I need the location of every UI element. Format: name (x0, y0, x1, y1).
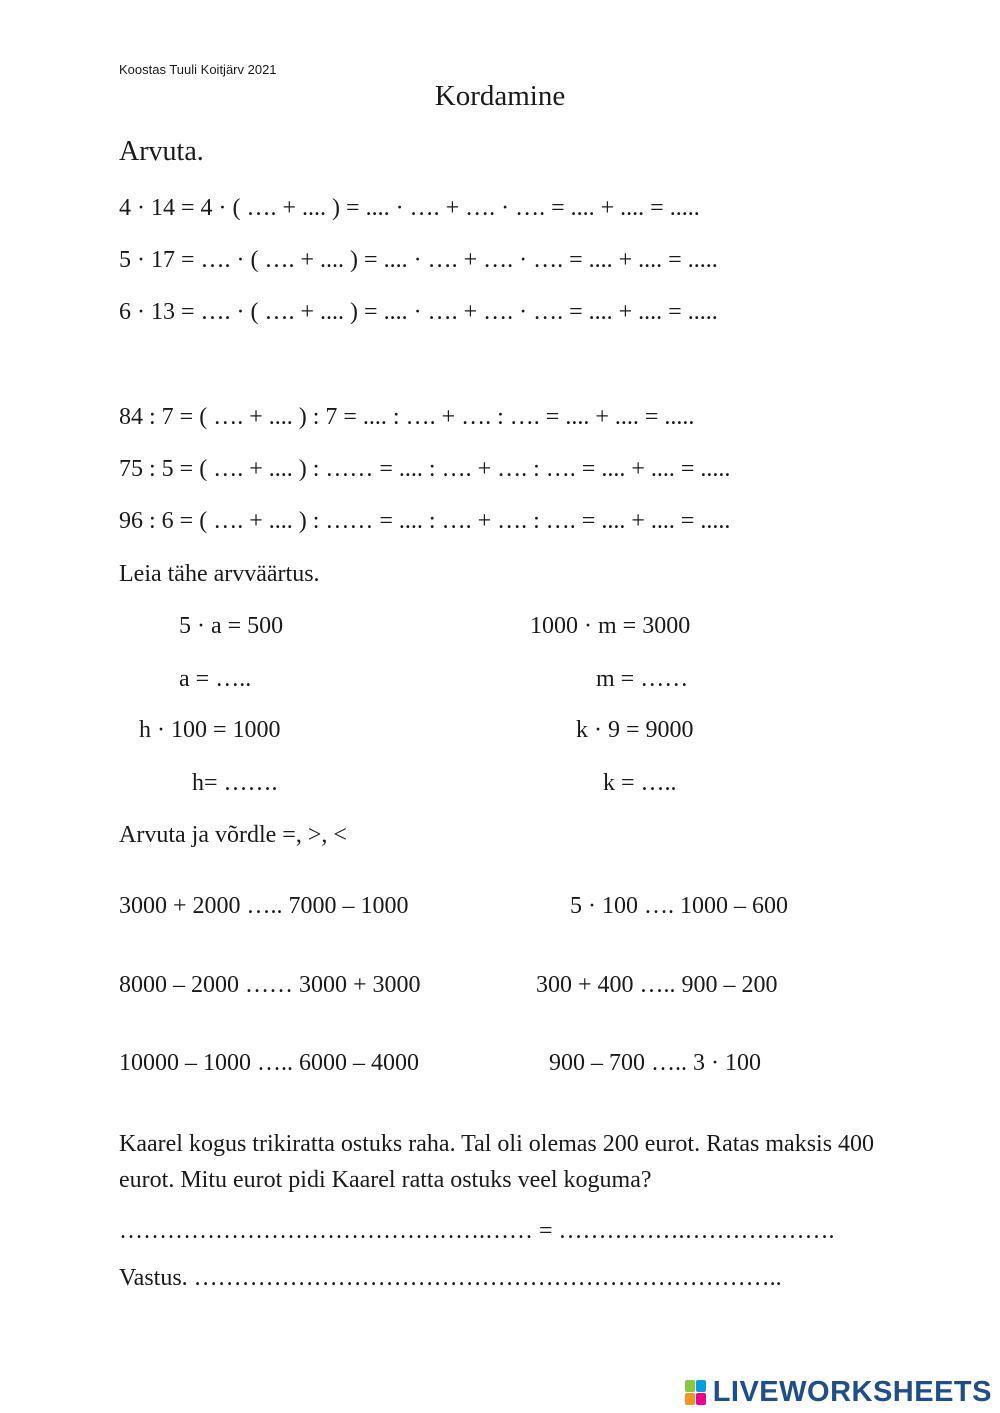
comparison-item: 300 + 400 ….. 900 – 200 (536, 972, 778, 998)
comparison-item: 5 · 100 …. 1000 – 600 (570, 893, 788, 919)
answer-line: Vastus. ……………………………………………………………….. (119, 1265, 782, 1291)
equation-line: 5 · 17 = …. · ( …. + .... ) = .... · …. + …. · …. = .... + .... = ..... (119, 247, 718, 273)
comparison-item: 10000 – 1000 ….. 6000 – 4000 (119, 1050, 419, 1076)
author-credit: Koostas Tuuli Koitjärv 2021 (119, 62, 277, 77)
letter-equation: k · 9 = 9000 (576, 717, 694, 743)
letter-answer: h= ……. (192, 770, 278, 796)
letter-equation: 1000 · m = 3000 (530, 613, 691, 639)
equation-line: 84 : 7 = ( …. + .... ) : 7 = .... : …. + …. : …. = .... + .... = ..... (119, 404, 695, 430)
word-problem: Kaarel kogus trikiratta ostuks raha. Tal oli olemas 200 eurot. Ratas maksis 400 eurot. Mitu eurot pidi Kaarel ratta ostuks veel koguma? (119, 1131, 875, 1193)
equation-line: 4 · 14 = 4 · ( …. + .... ) = .... · …. + …. · …. = .... + .... = ..... (119, 195, 700, 221)
comparison-item: 8000 – 2000 …… 3000 + 3000 (119, 972, 421, 998)
equation-line: 96 : 6 = ( …. + .... ) : …… = .... : …. + …. : …. = .... + .... = ..... (119, 508, 731, 534)
letter-answer: a = ….. (179, 666, 252, 692)
section-heading-leia: Leia tähe arvväärtus. (119, 561, 320, 587)
liveworksheets-logo (685, 1376, 992, 1409)
letter-equation: h · 100 = 1000 (139, 717, 281, 743)
letter-answer: k = ….. (603, 770, 677, 796)
section-heading-vordle: Arvuta ja võrdle =, >, < (119, 822, 347, 848)
solution-line: ……………………………………….…… = …………….………………. (119, 1218, 835, 1244)
page-title: Kordamine (434, 80, 566, 112)
comparison-item: 3000 + 2000 ….. 7000 – 1000 (119, 893, 409, 919)
liveworksheets-logo-text: LIVEWORKSHEETS (712, 1376, 992, 1408)
equation-line: 75 : 5 = ( …. + .... ) : …… = .... : …. + …. : …. = .... + .... = ..... (119, 456, 731, 482)
letter-equation: 5 · a = 500 (179, 613, 284, 639)
liveworksheets-logo-icon (685, 1380, 707, 1406)
section-heading-arvuta: Arvuta. (119, 136, 204, 167)
comparison-item: 900 – 700 ….. 3 · 100 (549, 1050, 761, 1076)
equation-line: 6 · 13 = …. · ( …. + .... ) = .... · …. + …. · …. = .... + .... = ..... (119, 299, 718, 325)
letter-answer: m = …… (596, 666, 689, 692)
